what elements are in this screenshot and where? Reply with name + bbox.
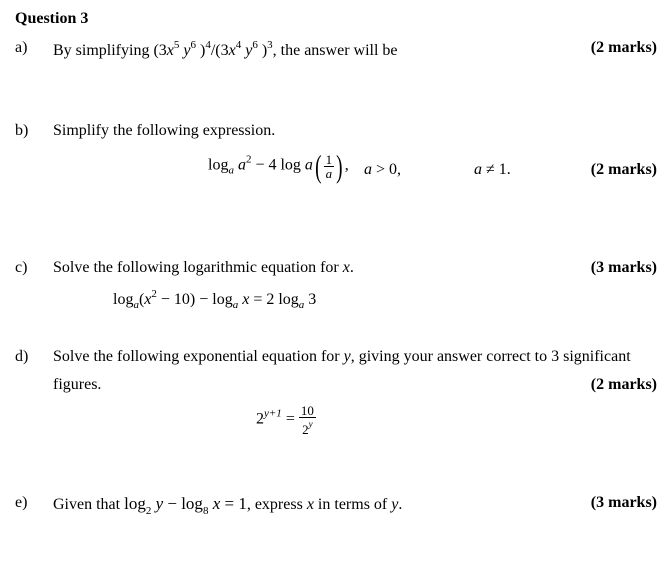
part-a-marks: (2 marks): [590, 39, 657, 56]
part-e-letter: e): [15, 494, 28, 511]
part-b-condition-2: a ≠ 1.: [474, 161, 511, 178]
part-c-marks: (3 marks): [590, 259, 657, 276]
part-b-letter: b): [15, 122, 29, 139]
part-c-letter: c): [15, 259, 28, 276]
part-e-marks: (3 marks): [590, 494, 657, 511]
part-c-text: Solve the following logarithmic equation for x.: [53, 259, 354, 276]
part-c-equation: $\log_a(x^2 - 10) - \log_a x = 2$ $\log_a 3$: [113, 288, 317, 311]
part-e-text: Given that $\log_2 y - \log_8 x = 1$, express x in terms of y.: [53, 494, 403, 517]
part-b-expression: $\log_a a^2 - 4$ log a( $\frac{1}{a}$ ) ,: [208, 148, 349, 184]
part-d-text-line2: figures.: [53, 376, 102, 393]
part-d-text-line1: Solve the following exponential equation for y, giving your answer correct to 3 significant: [53, 348, 631, 365]
part-b-condition-1: a > 0,: [364, 161, 402, 178]
part-d-equation: $2^{y+1}$ = $\frac{10}{2^y}$: [256, 403, 314, 437]
part-a-intro: By simplifying (3: [53, 42, 167, 59]
part-b-marks: (2 marks): [590, 161, 657, 178]
question-title: Question 3: [15, 10, 89, 27]
part-b-text: Simplify the following expression.: [53, 122, 276, 139]
part-d-letter: d): [15, 348, 29, 365]
part-a-letter: a): [15, 39, 28, 56]
part-a-text: By simplifying ($3x^5$ $y^6$ )$^4/(3x^4$ $y^6$ )$^3$, the answer will be: [53, 39, 398, 59]
part-d-marks: (2 marks): [590, 376, 657, 393]
